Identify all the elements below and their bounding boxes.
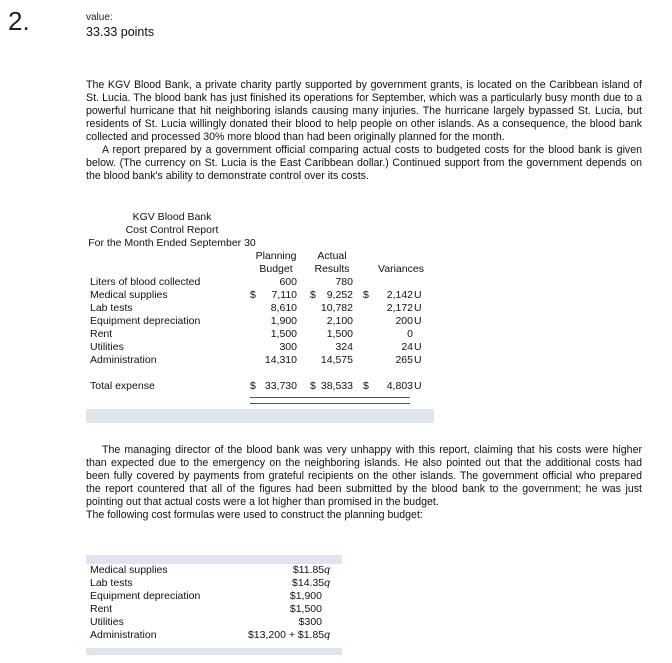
formulas-body bbox=[86, 564, 342, 648]
planning-header-bottom: Budget bbox=[259, 263, 293, 275]
row-budget: 300 bbox=[279, 341, 297, 353]
formula-value: $14.35q bbox=[292, 577, 330, 589]
points-value: 33.33 points bbox=[86, 25, 155, 39]
report-title: KGV Blood Bank bbox=[132, 211, 212, 223]
table-row bbox=[86, 289, 434, 302]
formula-row bbox=[86, 603, 342, 616]
currency-symbol: $ bbox=[250, 380, 256, 392]
row-actual: 324 bbox=[335, 341, 353, 353]
intro-paragraph-2: A report prepared by a government official comparing actual costs to budgeted costs for the blood bank is given below. (The currency on St. Lucia is the East Caribbean dollar.) Continued support from the government depends on the blood bank's ability to demonstrate control over its costs. bbox=[86, 144, 642, 182]
row-flag: U bbox=[414, 302, 422, 314]
currency-symbol: $ bbox=[363, 289, 369, 301]
total-label: Total expense bbox=[90, 380, 155, 392]
actual-header-top: Actual bbox=[317, 250, 347, 262]
cost-formulas-table bbox=[86, 555, 342, 655]
report-body bbox=[86, 209, 434, 409]
row-label: Rent bbox=[90, 328, 113, 340]
followup-text bbox=[86, 444, 642, 522]
row-variance: 2,142 bbox=[386, 289, 413, 301]
row-budget: 14,310 bbox=[264, 354, 297, 366]
formula-value: $11.85q bbox=[292, 564, 330, 576]
formula-label: Medical supplies bbox=[90, 564, 168, 576]
formula-value: $1,500 bbox=[289, 603, 322, 615]
row-variance: 24 bbox=[401, 341, 413, 353]
row-actual: 9,252 bbox=[326, 289, 353, 301]
row-flag: U bbox=[414, 289, 422, 301]
row-flag: U bbox=[414, 315, 422, 327]
total-budget: 33,730 bbox=[264, 380, 297, 392]
formula-label: Equipment depreciation bbox=[90, 590, 201, 602]
formula-value: $13,200 + $1.85q bbox=[247, 629, 330, 641]
total-underline bbox=[250, 397, 410, 398]
actual-header-bottom: Results bbox=[314, 263, 350, 275]
row-budget: 1,900 bbox=[270, 315, 297, 327]
total-double-underline bbox=[250, 403, 410, 404]
row-budget: 8,610 bbox=[270, 302, 297, 314]
planning-header-top: Planning bbox=[255, 250, 297, 262]
report-period: For the Month Ended September 30 bbox=[88, 237, 256, 249]
row-budget: 7,110 bbox=[271, 289, 297, 301]
row-actual: 1,500 bbox=[326, 328, 353, 340]
formula-value: $1,900 bbox=[289, 590, 322, 602]
currency-symbol: $ bbox=[310, 289, 316, 301]
value-label: value: bbox=[86, 12, 113, 23]
row-variance: 265 bbox=[395, 354, 413, 366]
formula-row bbox=[86, 616, 342, 629]
currency-symbol: $ bbox=[363, 380, 369, 392]
table-row bbox=[86, 302, 434, 315]
total-row bbox=[86, 380, 434, 393]
row-label: Equipment depreciation bbox=[90, 315, 201, 327]
table-row bbox=[86, 328, 434, 341]
formula-label: Administration bbox=[90, 629, 157, 641]
row-variance: 200 bbox=[395, 315, 413, 327]
row-actual: 10,782 bbox=[320, 302, 353, 314]
row-label: Utilities bbox=[90, 341, 124, 353]
liters-row bbox=[86, 276, 434, 289]
formula-row bbox=[86, 629, 342, 642]
formula-value: $300 bbox=[298, 616, 322, 628]
currency-symbol: $ bbox=[250, 289, 256, 301]
row-label: Administration bbox=[90, 354, 157, 366]
followup-paragraph-2: The following cost formulas were used to construct the planning budget: bbox=[86, 509, 423, 521]
currency-symbol: $ bbox=[310, 380, 316, 392]
table-row bbox=[86, 354, 434, 367]
followup-paragraph-1: The managing director of the blood bank was very unhappy with this report, claiming that his costs were higher than expected due to the emergency on the neighboring islands. He also pointed out that the additional costs had been fully covered by payments from grateful recipients on the other islands. The government official who prepared the report countered that all of the figures had been submitted by the blood bank to the government; he was just pointing out that actual costs were a lot higher than promised in the budget. bbox=[86, 444, 642, 508]
row-label: Lab tests bbox=[90, 302, 133, 314]
question-number: 2. bbox=[8, 6, 30, 36]
row-variance: 0 bbox=[407, 328, 413, 340]
formula-row bbox=[86, 577, 342, 590]
total-variance: 4,803 bbox=[386, 380, 413, 392]
row-flag: U bbox=[414, 354, 422, 366]
variances-header: Variances bbox=[378, 263, 424, 275]
row-label: Medical supplies bbox=[90, 289, 168, 301]
intro-text bbox=[86, 79, 642, 183]
report-subtitle: Cost Control Report bbox=[125, 224, 219, 236]
total-actual: 38,533 bbox=[320, 380, 353, 392]
table-row bbox=[86, 341, 434, 354]
liters-label: Liters of blood collected bbox=[90, 276, 201, 288]
table-row bbox=[86, 315, 434, 328]
cost-control-report bbox=[86, 209, 434, 423]
formula-row bbox=[86, 590, 342, 603]
formula-label: Utilities bbox=[90, 616, 124, 628]
formula-label: Rent bbox=[90, 603, 113, 615]
liters-actual: 780 bbox=[335, 276, 353, 288]
row-actual: 14,575 bbox=[320, 354, 353, 366]
row-variance: 2,172 bbox=[386, 302, 413, 314]
total-flag: U bbox=[414, 380, 422, 392]
formula-row bbox=[86, 564, 342, 577]
row-actual: 2,100 bbox=[326, 315, 353, 327]
row-budget: 1,500 bbox=[270, 328, 297, 340]
row-flag: U bbox=[414, 341, 422, 353]
liters-budget: 600 bbox=[279, 276, 297, 288]
formula-label: Lab tests bbox=[90, 577, 133, 589]
intro-paragraph-1: The KGV Blood Bank, a private charity partly supported by government grants, is located on the Caribbean island of St. Lucia. The blood bank has just finished its operations for September, which was a particularly busy month due to a powerful hurricane that hit neighboring islands causing many injuries. The hurricane largely bypassed St. Lucia, but residents of St. Lucia willingly donated their blood to help people on other islands. As a consequence, the blood bank collected and processed 30% more blood than had been originally planned for the month. bbox=[86, 79, 642, 143]
